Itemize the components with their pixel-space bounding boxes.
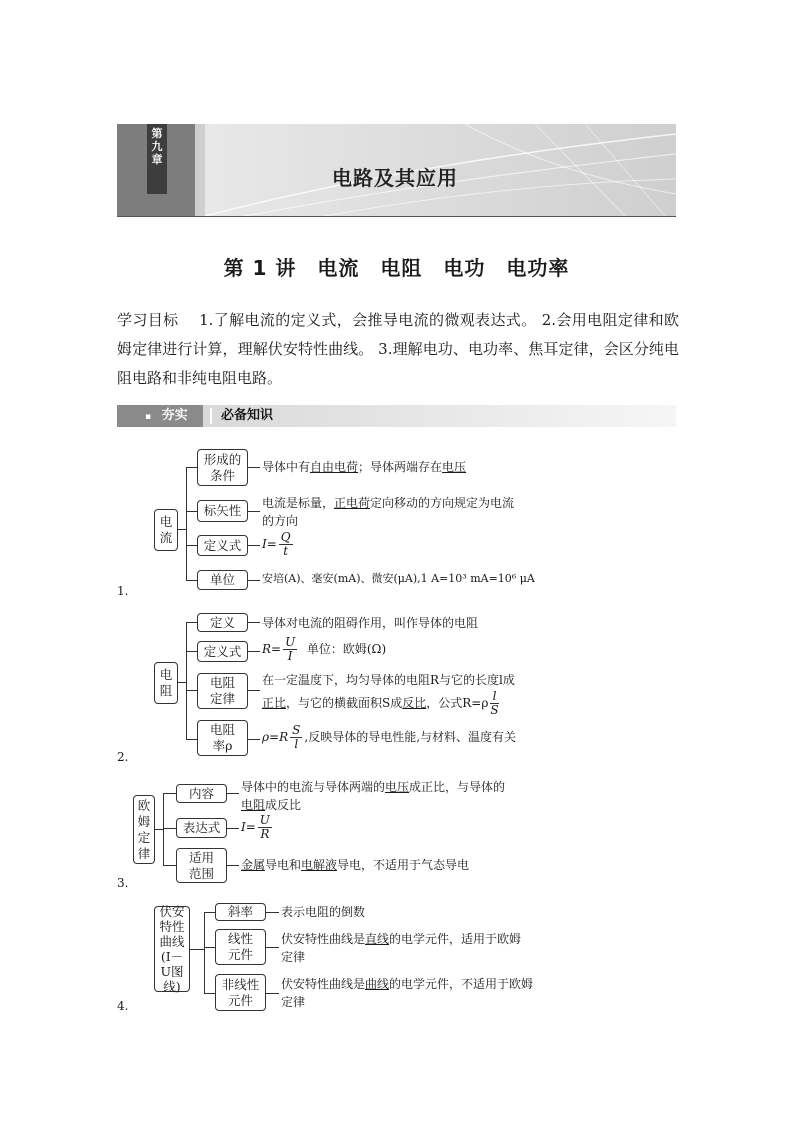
formula xyxy=(262,724,516,751)
text: 导体中有 xyxy=(262,460,311,474)
underlined-term: 电解液 xyxy=(301,858,338,872)
section-tag-text: 夯实 xyxy=(161,408,188,423)
underlined-term: 曲线 xyxy=(365,977,390,991)
node-unit xyxy=(197,570,248,590)
node-formation-condition xyxy=(197,449,248,486)
fraction xyxy=(279,531,293,558)
text: 伏安特性曲线是 xyxy=(281,977,366,991)
text: ，公式R=ρ xyxy=(426,696,489,710)
goals-label: 学习目标 xyxy=(117,311,179,329)
text: ，与它的横截面积S成 xyxy=(286,696,403,710)
chapter-banner xyxy=(117,124,676,217)
connector xyxy=(163,865,176,866)
underlined-term: 电阻 xyxy=(241,798,266,812)
chapter-label-text: 第九章 xyxy=(151,127,163,166)
node-desc: 安培(A)、毫安(mA)、微安(μA),1 A=10³ mA=10⁶ μA xyxy=(262,572,535,585)
text: 定律 xyxy=(281,950,306,964)
text: ,反映导体的导电性能,与材料、温度有关 xyxy=(304,730,517,744)
connector xyxy=(155,829,163,830)
connector xyxy=(248,690,260,691)
node-root-label: 伏安特性曲线(I－U图线) xyxy=(159,904,185,994)
goals-text: 1.了解电流的定义式，会推导电流的微观表达式。 2.会用电阻定律和欧姆定律进行计算，理解伏安特性曲线。 3.理解电功、电功率、焦耳定律，会区分纯电阻电路和非纯电阻电路。 xyxy=(117,311,679,387)
denominator: R xyxy=(260,827,270,841)
connector xyxy=(227,793,239,794)
node-nonlinear-element xyxy=(215,974,266,1011)
numerator: S xyxy=(292,723,301,737)
node-definition xyxy=(197,613,248,632)
denominator: l xyxy=(294,737,299,751)
node-label: 定义式 xyxy=(203,643,242,659)
node-label: 斜率 xyxy=(227,904,253,919)
fraction xyxy=(283,636,297,663)
formula-lhs: I= xyxy=(241,820,256,834)
connector xyxy=(227,828,239,829)
denominator: S xyxy=(490,703,499,717)
connector xyxy=(204,993,215,994)
connector xyxy=(186,467,187,581)
text: 的电学元件，适用于欧姆 xyxy=(389,932,522,946)
connector xyxy=(204,912,205,994)
text: 定律 xyxy=(281,995,306,1009)
node-label: 表达式 xyxy=(182,820,221,835)
formula xyxy=(262,531,295,558)
node-label: 标矢性 xyxy=(203,503,242,518)
node-scope xyxy=(176,848,227,883)
connector xyxy=(248,622,260,623)
node-desc xyxy=(262,670,515,717)
connector xyxy=(186,622,197,623)
numerator: U xyxy=(285,635,296,649)
connector xyxy=(186,690,197,691)
lesson-title: 第 1 讲 电流 电阻 电功 电功率 xyxy=(223,256,570,280)
connector xyxy=(248,739,260,740)
section-header xyxy=(117,405,676,427)
underlined-term: 自由电荷 xyxy=(310,460,359,474)
underlined-term: 电压 xyxy=(442,460,467,474)
text: 成正比，与导体的 xyxy=(409,780,506,794)
bullet-icon: ▪ xyxy=(145,412,152,422)
text: 导体中的电流与导体两端的 xyxy=(241,780,386,794)
node-resistivity xyxy=(197,720,248,756)
node-desc xyxy=(262,494,514,530)
node-root xyxy=(133,795,155,864)
formula xyxy=(262,636,386,663)
connector xyxy=(163,793,164,866)
text: 成反比 xyxy=(265,798,302,812)
connector xyxy=(186,622,187,740)
connector xyxy=(266,993,279,994)
node-label: 定义 xyxy=(209,614,235,630)
underlined-term: 正电荷 xyxy=(334,496,371,510)
connector xyxy=(163,828,176,829)
node-root-label: 电阻 xyxy=(159,667,173,698)
node-desc xyxy=(281,930,521,966)
section-tag xyxy=(117,405,203,427)
section-title: 必备知识 xyxy=(221,408,274,423)
node-root xyxy=(154,509,178,551)
text: 电流是标量， xyxy=(262,496,335,510)
connector xyxy=(190,949,204,950)
diagram-number: 4. xyxy=(117,999,129,1013)
connector xyxy=(248,651,260,652)
text: 定向移动的方向规定为电流 xyxy=(370,496,515,510)
formula-lhs: R= xyxy=(262,642,282,656)
connector xyxy=(248,511,260,512)
formula-lhs: I= xyxy=(262,537,277,551)
numerator: U xyxy=(259,813,270,827)
node-label: 形成的条件 xyxy=(203,451,242,483)
connector xyxy=(266,947,279,948)
text: 在一定温度下，均匀导体的电阻R与它的长度l成 xyxy=(262,673,515,687)
connector xyxy=(186,467,197,468)
connector xyxy=(186,545,197,546)
formula xyxy=(241,814,274,841)
node-desc xyxy=(241,778,505,814)
node-root-label: 欧姆定律 xyxy=(137,797,151,861)
connector xyxy=(204,912,215,913)
chapter-label xyxy=(147,124,167,194)
underlined-term: 直线 xyxy=(365,932,390,946)
node-label: 非线性元件 xyxy=(221,976,260,1008)
diagram-number: 1. xyxy=(117,584,129,598)
text: 的方向 xyxy=(262,514,299,528)
fraction xyxy=(290,724,302,751)
connector xyxy=(186,511,197,512)
node-root-label: 电流 xyxy=(159,514,173,545)
connector xyxy=(186,580,197,581)
underlined-term: 电压 xyxy=(385,780,410,794)
node-content xyxy=(176,784,227,803)
connector xyxy=(248,580,260,581)
connector xyxy=(204,947,215,948)
connector xyxy=(266,912,279,913)
connector xyxy=(248,545,260,546)
node-root xyxy=(154,906,190,992)
learning-goals xyxy=(117,306,679,393)
node-desc xyxy=(262,458,466,476)
section-title-bg xyxy=(203,405,676,427)
node-expression xyxy=(176,818,227,838)
node-label: 定义式 xyxy=(203,537,242,553)
text: 导电，不适用于气态导电 xyxy=(337,858,470,872)
node-root xyxy=(154,662,178,704)
connector xyxy=(178,529,186,530)
node-desc xyxy=(281,975,533,1011)
node-scalar-vector xyxy=(197,500,248,522)
node-linear-element xyxy=(215,929,266,965)
denominator: t xyxy=(283,544,289,558)
connector xyxy=(178,682,186,683)
fraction xyxy=(258,814,272,841)
underlined-term: 正比 xyxy=(262,696,287,710)
connector xyxy=(163,793,176,794)
connector xyxy=(186,739,197,740)
chapter-title: 电路及其应用 xyxy=(332,166,458,190)
node-desc xyxy=(241,856,469,874)
underlined-term: 反比 xyxy=(402,696,427,710)
section-divider xyxy=(210,408,212,424)
denominator: I xyxy=(287,649,293,663)
node-label: 内容 xyxy=(188,785,214,801)
connector xyxy=(227,865,239,866)
text: 导电和 xyxy=(265,858,302,872)
fraction xyxy=(490,690,498,717)
node-label: 电阻定律 xyxy=(209,675,235,706)
text: 的电学元件，不适用于欧姆 xyxy=(389,977,534,991)
node-resistance-law xyxy=(197,673,248,709)
node-label: 单位 xyxy=(209,572,235,587)
underlined-term: 金属 xyxy=(241,858,266,872)
numerator: Q xyxy=(280,530,291,544)
node-label: 线性元件 xyxy=(227,931,253,962)
diagram-number: 3. xyxy=(117,876,129,890)
connector xyxy=(248,467,260,468)
node-label: 电阻率ρ xyxy=(209,722,235,753)
numerator: l xyxy=(490,690,498,704)
connector xyxy=(186,651,197,652)
formula-lhs: ρ=R xyxy=(262,730,289,744)
node-desc: 导体对电流的阻碍作用，叫作导体的电阻 xyxy=(262,616,479,630)
unit-text: 单位：欧姆(Ω) xyxy=(306,642,387,656)
text: 伏安特性曲线是 xyxy=(281,932,366,946)
node-desc: 表示电阻的倒数 xyxy=(281,905,366,919)
text: ；导体两端存在 xyxy=(358,460,443,474)
banner-divider xyxy=(195,124,205,216)
node-label: 适用范围 xyxy=(188,849,214,881)
diagram-number: 2. xyxy=(117,750,129,764)
node-slope xyxy=(215,903,266,921)
node-formula xyxy=(197,641,248,662)
node-definition xyxy=(197,535,248,556)
